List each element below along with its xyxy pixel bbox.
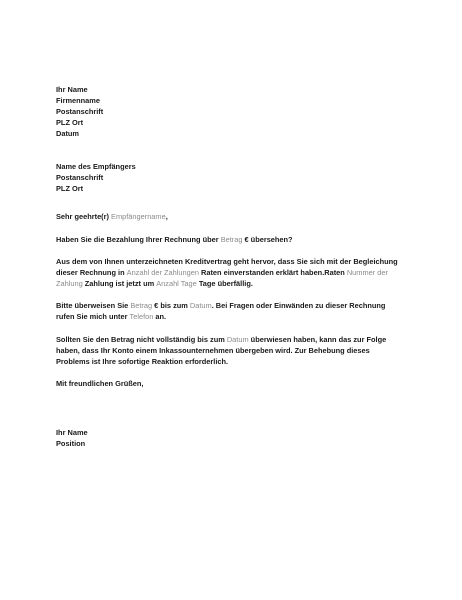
- salutation-suffix: ,: [165, 212, 168, 221]
- number-of-payments-placeholder: Anzahl der Zahlungen: [126, 268, 199, 277]
- recipient-address: Postanschrift: [56, 173, 104, 182]
- recipient-name: Name des Empfängers: [56, 162, 136, 171]
- question-suffix: € übersehen?: [242, 235, 293, 244]
- paragraph1-line2-prefix: dieser Rechnung in: [56, 268, 127, 277]
- sender-block: [56, 84, 416, 139]
- recipient-name-placeholder: Empfängername: [111, 212, 166, 221]
- paragraph2-line1-suffix: . Bei Fragen oder Einwänden zu dieser Rechnung: [211, 301, 386, 310]
- question-line: [56, 234, 416, 245]
- closing-text: Mit freundlichen Grüßen,: [56, 379, 144, 388]
- sender-company: Firmenname: [56, 96, 100, 105]
- paragraph2-line1-prefix: Bitte überweisen Sie: [56, 301, 131, 310]
- sender-city: PLZ Ort: [56, 118, 84, 127]
- sender-address: Postanschrift: [56, 107, 104, 116]
- recipient-block: [56, 161, 416, 194]
- paragraph2-line2-prefix: rufen Sie mich unter: [56, 312, 130, 321]
- closing: [56, 378, 416, 389]
- number-of-days-placeholder: Anzahl Tage: [156, 279, 197, 288]
- sender-date: Datum: [56, 129, 79, 138]
- date-placeholder: Datum: [189, 301, 212, 310]
- amount-placeholder: Betrag: [220, 235, 243, 244]
- paragraph3-line1-prefix: Sollten Sie den Betrag nicht vollständig bis zum: [56, 335, 227, 344]
- paragraph3-line2: haben, dass Ihr Konto einem Inkassounternehmen übergeben wird. Zur Behebung dieses: [56, 346, 370, 355]
- paragraph-payment-request: [56, 300, 416, 322]
- paragraph-credit-agreement: [56, 256, 416, 289]
- salutation: [56, 211, 416, 222]
- sender-name: Ihr Name: [56, 85, 88, 94]
- payment-number-placeholder: Nummer der: [346, 268, 388, 277]
- question-prefix: Haben Sie die Bezahlung Ihrer Rechnung über: [56, 235, 221, 244]
- paragraph-collection-warning: [56, 334, 416, 367]
- signature-name: Ihr Name: [56, 428, 88, 437]
- paragraph2-line1-mid: € bis zum: [152, 301, 190, 310]
- paragraph1-line3-mid: Zahlung ist jetzt um: [82, 279, 157, 288]
- phone-placeholder: Telefon: [129, 312, 154, 321]
- paragraph1-line3-suffix: Tage überfällig.: [196, 279, 253, 288]
- amount-placeholder-2: Betrag: [130, 301, 153, 310]
- paragraph1-line2-mid: Raten einverstanden erklärt haben.Raten: [198, 268, 347, 277]
- salutation-prefix: Sehr geehrte(r): [56, 212, 112, 221]
- paragraph3-line3: Problems ist Ihre sofortige Reaktion erforderlich.: [56, 357, 229, 366]
- signature-position: Position: [56, 439, 86, 448]
- payment-number-placeholder-cont: Zahlung: [56, 279, 83, 288]
- paragraph3-line1-suffix: überwiesen haben, kann das zur Folge: [248, 335, 387, 344]
- recipient-city: PLZ Ort: [56, 184, 84, 193]
- signature-block: [56, 427, 416, 449]
- date-placeholder-2: Datum: [226, 335, 249, 344]
- paragraph2-line2-suffix: an.: [153, 312, 167, 321]
- paragraph1-line1: Aus dem von Ihnen unterzeichneten Kreditvertrag geht hervor, dass Sie sich mit der Begleichung: [56, 257, 398, 266]
